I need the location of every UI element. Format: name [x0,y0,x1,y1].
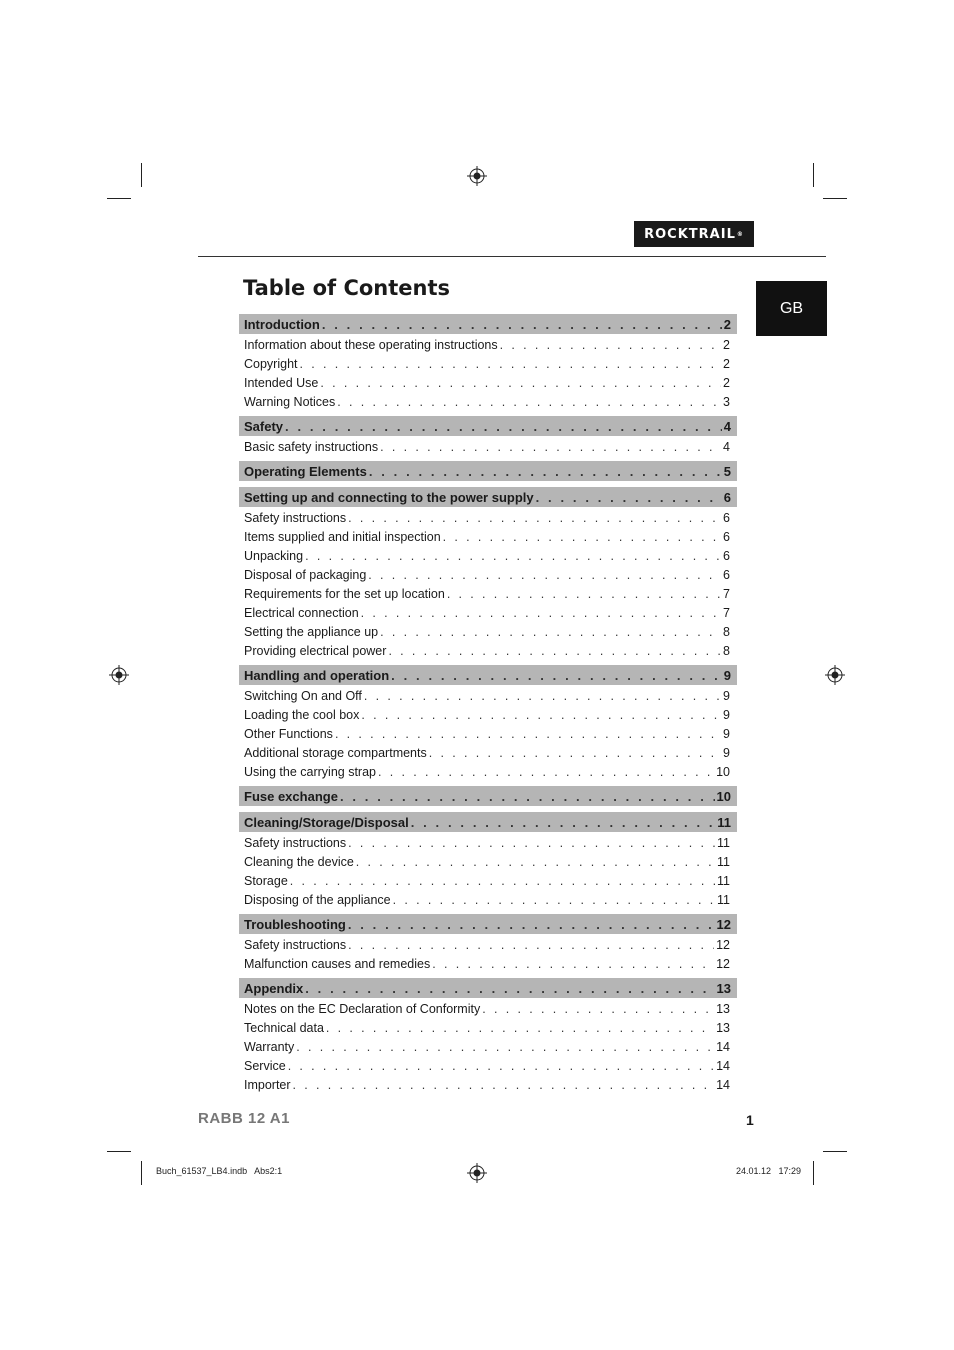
registration-mark-icon [467,166,487,186]
dot-leader [348,937,714,953]
dot-leader [443,529,721,545]
toc-entry-page: 9 [723,708,730,722]
dot-leader [288,1058,714,1074]
toc-section-heading [239,314,737,334]
dot-leader [305,548,721,564]
toc-entry-page: 14 [716,1059,730,1073]
toc-entry-page: 12 [716,957,730,971]
toc-entry [239,583,737,602]
dot-leader [322,316,722,334]
dot-leader [337,394,721,410]
toc-entry-label: Using the carrying strap [244,765,377,779]
page-title: Table of Contents [243,276,451,300]
dot-leader [361,605,721,621]
toc-entry [239,870,737,889]
dot-leader [300,356,722,372]
toc-entry-page: 8 [723,644,730,658]
toc-section-heading [239,812,737,832]
dot-leader [380,439,721,455]
toc-entry-page: 2 [723,357,730,371]
toc-entry-label: Electrical connection [244,606,359,620]
toc-entry [239,334,737,353]
toc-entry-label: Copyright [244,357,298,371]
dot-leader [348,510,721,526]
toc-entry-label: Basic safety instructions [244,440,379,454]
toc-entry-page: 6 [723,511,730,525]
toc-entry-page: 2 [723,338,730,352]
toc-entry-label: Importer [244,1078,291,1092]
registration-mark-icon [109,665,129,685]
toc-section-heading-page: 6 [723,490,731,505]
toc-entry-label: Safety instructions [244,938,347,952]
toc-entry-page: 9 [723,727,730,741]
table-of-contents [239,314,737,1093]
toc-entry-page: 6 [723,549,730,563]
toc-entry [239,998,737,1017]
toc-entry-page: 9 [723,689,730,703]
toc-section-heading [239,487,737,507]
toc-entry [239,723,737,742]
crop-mark [107,1151,131,1152]
dot-leader [380,624,721,640]
dot-leader [432,956,714,972]
toc-entry-label: Disposal of packaging [244,568,367,582]
dot-leader [293,1077,715,1093]
toc-section-heading [239,978,737,998]
toc-entry-label: Cleaning the device [244,855,354,869]
toc-entry [239,545,737,564]
toc-entry-page: 13 [716,1021,730,1035]
toc-entry-label: Disposing of the appliance [244,893,391,907]
registration-mark-icon [825,665,845,685]
toc-section-heading-label: Setting up and connecting to the power supply [244,490,534,505]
toc-section-heading-page: 5 [723,464,731,479]
toc-entry-label: Intended Use [244,376,319,390]
toc-section-heading-label: Troubleshooting [244,917,346,932]
toc-entry-page: 2 [723,376,730,390]
brand-name: ROCKTRAIL [644,226,736,242]
dot-leader [296,1039,714,1055]
toc-entry-label: Warning Notices [244,395,336,409]
dot-leader [305,980,714,998]
toc-entry-page: 13 [716,1002,730,1016]
dot-leader [340,788,715,806]
dot-leader [348,835,715,851]
toc-entry [239,640,737,659]
crop-mark [107,198,131,199]
dot-leader [320,375,721,391]
toc-entry-label: Safety instructions [244,836,347,850]
crop-mark [813,1161,814,1185]
toc-entry-label: Items supplied and initial inspection [244,530,441,544]
toc-section-heading [239,461,737,481]
toc-entry-label: Storage [244,874,288,888]
toc-section-heading-page: 4 [723,419,731,434]
registration-mark-icon [467,1163,487,1183]
brand-logo [634,221,754,247]
toc-section-heading-label: Cleaning/Storage/Disposal [244,815,409,830]
toc-section-heading [239,416,737,436]
dot-leader [411,814,716,832]
toc-section-heading [239,786,737,806]
dot-leader [393,892,715,908]
dot-leader [285,418,722,436]
toc-section-heading-page: 13 [716,981,731,996]
toc-entry-label: Technical data [244,1021,324,1035]
toc-entry-page: 11 [717,855,730,869]
toc-entry-page: 11 [717,893,730,907]
toc-entry [239,1036,737,1055]
toc-section-heading-label: Safety [244,419,284,434]
toc-section-heading-label: Appendix [244,981,304,996]
toc-entry-label: Providing electrical power [244,644,387,658]
toc-entry-page: 7 [723,587,730,601]
toc-entry-page: 11 [717,874,730,888]
toc-entry-label: Information about these operating instructions [244,338,498,352]
toc-entry-label: Switching On and Off [244,689,362,703]
dot-leader [388,643,721,659]
toc-entry-label: Requirements for the set up location [244,587,445,601]
toc-entry-page: 3 [723,395,730,409]
dot-leader [326,1020,714,1036]
toc-section-heading-page: 2 [723,317,731,332]
toc-entry [239,602,737,621]
toc-entry-page: 11 [717,836,730,850]
toc-entry [239,1074,737,1093]
toc-section-heading [239,665,737,685]
crop-mark [823,1151,847,1152]
dot-leader [447,586,721,602]
toc-entry-label: Additional storage compartments [244,746,427,760]
language-tab: GB [756,281,827,336]
toc-entry-page: 10 [716,765,730,779]
toc-entry [239,1055,737,1074]
toc-entry [239,621,737,640]
toc-section-heading-label: Introduction [244,317,320,332]
toc-entry-page: 9 [723,746,730,760]
crop-mark [823,198,847,199]
toc-entry [239,507,737,526]
toc-entry-label: Safety instructions [244,511,347,525]
toc-entry [239,372,737,391]
toc-entry-page: 14 [716,1040,730,1054]
dot-leader [429,745,721,761]
toc-entry-page: 12 [716,938,730,952]
toc-section-heading-page: 12 [716,917,731,932]
toc-entry-page: 6 [723,568,730,582]
crop-mark [141,163,142,187]
toc-entry [239,832,737,851]
dot-leader [356,854,715,870]
toc-entry [239,436,737,455]
toc-entry [239,526,737,545]
crop-mark [141,1161,142,1185]
toc-entry-label: Other Functions [244,727,333,741]
crop-mark [813,163,814,187]
toc-entry-label: Notes on the EC Declaration of Conformity [244,1002,481,1016]
toc-entry [239,1017,737,1036]
toc-entry-page: 14 [716,1078,730,1092]
print-slug-date: 24.01.12 17:29 [736,1166,802,1176]
toc-entry-label: Warranty [244,1040,295,1054]
model-number: RABB 12 A1 [198,1110,290,1127]
dot-leader [482,1001,714,1017]
toc-section-heading-page: 11 [717,815,731,830]
toc-section-heading-label: Handling and operation [244,668,390,683]
dot-leader [335,726,721,742]
toc-section-heading-label: Fuse exchange [244,789,338,804]
dot-leader [361,707,721,723]
toc-entry-label: Loading the cool box [244,708,360,722]
dot-leader [500,337,721,353]
toc-entry [239,564,737,583]
toc-entry [239,934,737,953]
toc-section-heading-label: Operating Elements [244,464,367,479]
toc-section-heading-page: 10 [716,789,731,804]
toc-entry-label: Unpacking [244,549,304,563]
toc-entry [239,761,737,780]
dot-leader [369,463,722,481]
page-number: 1 [746,1112,754,1128]
dot-leader [536,489,722,507]
toc-entry [239,685,737,704]
toc-entry [239,851,737,870]
toc-entry-label: Malfunction causes and remedies [244,957,431,971]
toc-entry [239,953,737,972]
dot-leader [391,667,722,685]
dot-leader [348,916,715,934]
toc-section-heading-page: 9 [723,668,731,683]
toc-section-heading [239,914,737,934]
toc-entry-page: 8 [723,625,730,639]
dot-leader [364,688,721,704]
dot-leader [368,567,721,583]
toc-entry-page: 4 [723,440,730,454]
brand-mark: ® [736,230,744,238]
header-rule [198,256,826,257]
toc-entry [239,742,737,761]
dot-leader [290,873,715,889]
toc-entry [239,704,737,723]
toc-entry-label: Setting the appliance up [244,625,379,639]
toc-entry [239,391,737,410]
toc-entry-page: 7 [723,606,730,620]
toc-entry [239,353,737,372]
toc-entry [239,889,737,908]
dot-leader [378,764,714,780]
toc-entry-label: Service [244,1059,286,1073]
toc-entry-page: 6 [723,530,730,544]
print-slug-file: Buch_61537_LB4.indb Abs2:1 [156,1166,283,1176]
